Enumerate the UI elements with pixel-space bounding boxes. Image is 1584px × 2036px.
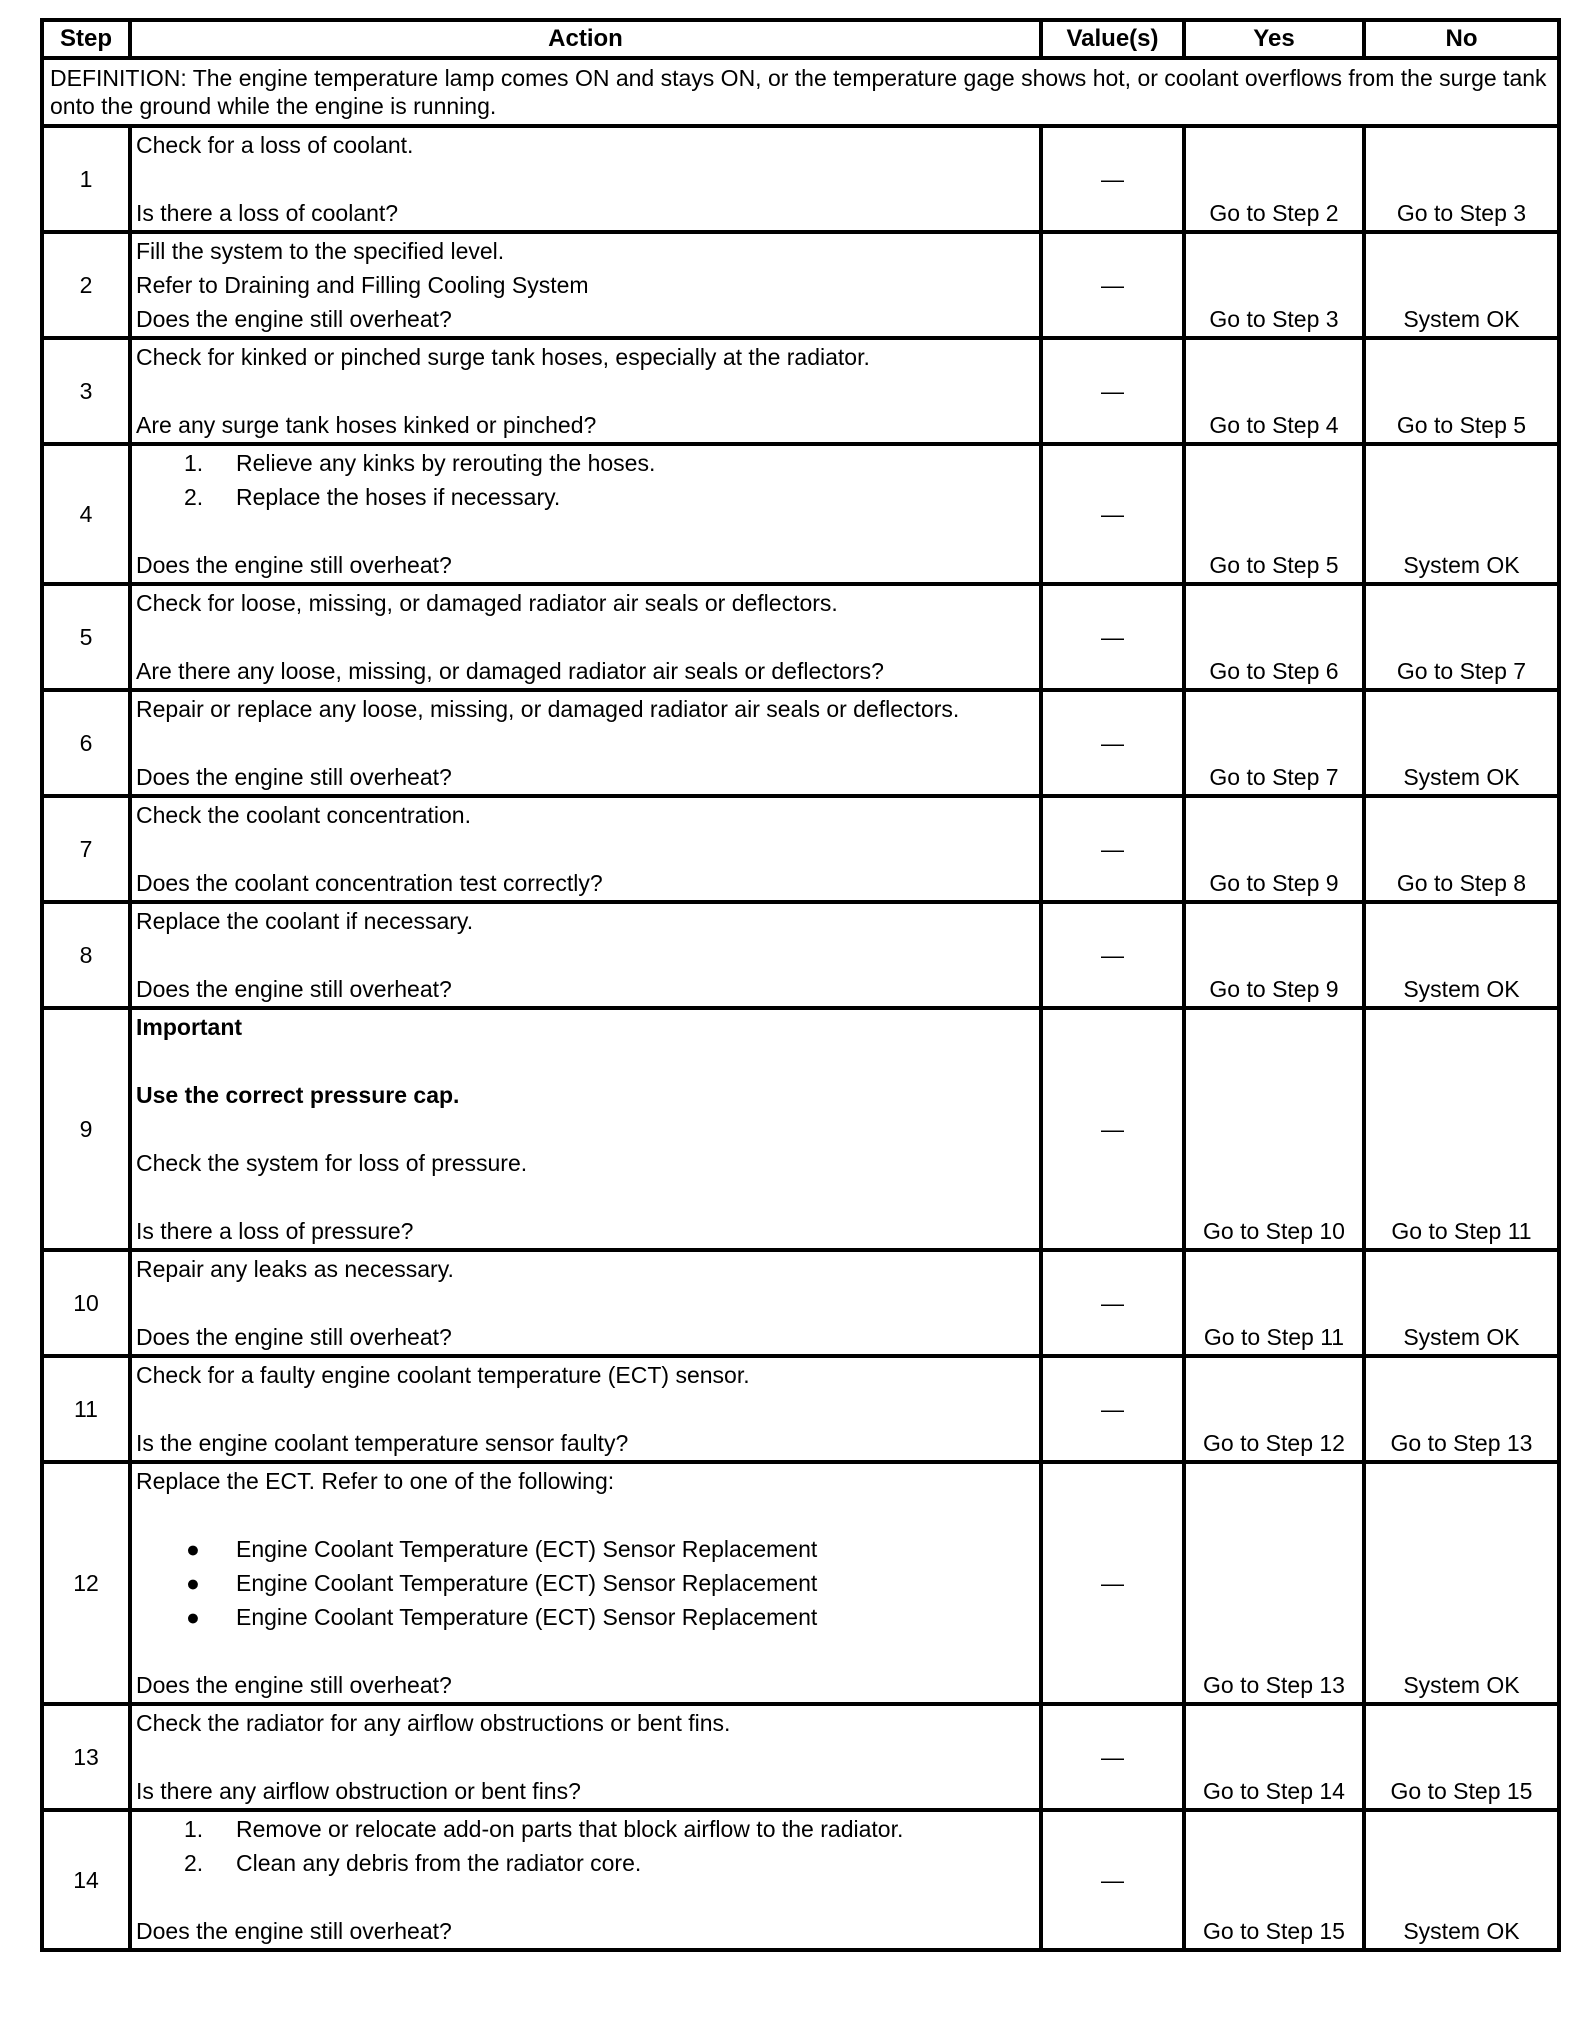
value-cell: —	[1041, 1810, 1184, 1950]
action-cell	[130, 1250, 1041, 1356]
header-row	[42, 20, 1559, 58]
yes-result: Go to Step 11	[1184, 1250, 1364, 1356]
value-cell: —	[1041, 1250, 1184, 1356]
step-number: 1	[42, 126, 130, 232]
step-number: 14	[42, 1810, 130, 1950]
step-row	[42, 796, 1559, 902]
no-result: Go to Step 11	[1364, 1008, 1559, 1250]
action-cell	[130, 1704, 1041, 1810]
blank-line	[136, 1880, 1033, 1914]
no-result: System OK	[1364, 232, 1559, 338]
link-text: Engine Coolant Temperature (ECT) Sensor Replacement	[236, 1536, 818, 1562]
step-row	[42, 1008, 1559, 1250]
no-result: Go to Step 13	[1364, 1356, 1559, 1462]
action-text: Check the radiator for any airflow obstructions or bent fins.	[136, 1710, 731, 1736]
item-text: Remove or relocate add-on parts that block airflow to the radiator.	[236, 1816, 904, 1842]
numbered-item	[136, 480, 1033, 514]
action-text: Replace the coolant if necessary.	[136, 908, 474, 934]
action-text: Check for loose, missing, or damaged radiator air seals or deflectors.	[136, 590, 838, 616]
numbered-item	[136, 1812, 1033, 1846]
action-text: Are there any loose, missing, or damaged radiator air seals or deflectors?	[136, 658, 884, 684]
blank-line	[136, 1634, 1033, 1668]
item-text: Relieve any kinks by rerouting the hoses.	[236, 450, 656, 476]
step-row	[42, 1250, 1559, 1356]
action-cell	[130, 902, 1041, 1008]
action-cell	[130, 1356, 1041, 1462]
definition-text: DEFINITION: The engine temperature lamp comes ON and stays ON, or the temperature gage shows hot, or coolant overflows from the surge tank onto the ground while the engine is running.	[42, 58, 1559, 126]
action-cell	[130, 444, 1041, 584]
no-result: Go to Step 8	[1364, 796, 1559, 902]
blank-line	[136, 938, 1033, 972]
action-text: Check for kinked or pinched surge tank hoses, especially at the radiator.	[136, 344, 870, 370]
item-number: 2.	[184, 484, 204, 510]
item-text: Clean any debris from the radiator core.	[236, 1850, 642, 1876]
yes-result: Go to Step 12	[1184, 1356, 1364, 1462]
numbered-item	[136, 1846, 1033, 1880]
value-cell: —	[1041, 902, 1184, 1008]
action-cell	[130, 232, 1041, 338]
bullet-item	[136, 1600, 1033, 1634]
action-text: Does the engine still overheat?	[136, 764, 452, 790]
action-cell	[130, 690, 1041, 796]
action-cell	[130, 796, 1041, 902]
blank-line	[136, 726, 1033, 760]
step-number: 4	[42, 444, 130, 584]
header-values: Value(s)	[1041, 20, 1184, 58]
action-text: Is there a loss of coolant?	[136, 200, 399, 226]
action-text: Does the engine still overheat?	[136, 552, 452, 578]
no-result: Go to Step 5	[1364, 338, 1559, 444]
action-text: Are any surge tank hoses kinked or pinched?	[136, 412, 597, 438]
blank-line	[136, 1740, 1033, 1774]
yes-result: Go to Step 6	[1184, 584, 1364, 690]
yes-result: Go to Step 13	[1184, 1462, 1364, 1704]
no-result: Go to Step 15	[1364, 1704, 1559, 1810]
value-cell: —	[1041, 690, 1184, 796]
bullet-icon: ●	[186, 1570, 200, 1596]
step-number: 8	[42, 902, 130, 1008]
action-text: Does the engine still overheat?	[136, 306, 452, 332]
action-text: Check for a loss of coolant.	[136, 132, 414, 158]
important-text: Use the correct pressure cap.	[136, 1082, 460, 1108]
action-text: Does the coolant concentration test correctly?	[136, 870, 603, 896]
action-cell	[130, 1810, 1041, 1950]
value-cell: —	[1041, 584, 1184, 690]
item-number: 1.	[184, 450, 204, 476]
item-number: 2.	[184, 1850, 204, 1876]
step-number: 11	[42, 1356, 130, 1462]
action-text: Does the engine still overheat?	[136, 1918, 452, 1944]
no-result: System OK	[1364, 1810, 1559, 1950]
action-text: Is the engine coolant temperature sensor faulty?	[136, 1430, 629, 1456]
step-row	[42, 690, 1559, 796]
yes-result: Go to Step 5	[1184, 444, 1364, 584]
value-cell: —	[1041, 1356, 1184, 1462]
action-cell	[130, 584, 1041, 690]
step-row	[42, 338, 1559, 444]
no-result: System OK	[1364, 1250, 1559, 1356]
blank-line	[136, 1392, 1033, 1426]
step-row	[42, 1810, 1559, 1950]
step-row	[42, 444, 1559, 584]
action-text: Does the engine still overheat?	[136, 1324, 452, 1350]
action-text: Repair or replace any loose, missing, or damaged radiator air seals or deflectors.	[136, 696, 960, 722]
action-text: Is there a loss of pressure?	[136, 1218, 414, 1244]
bullet-icon: ●	[186, 1604, 200, 1630]
value-cell: —	[1041, 796, 1184, 902]
blank-line	[136, 514, 1033, 548]
step-number: 3	[42, 338, 130, 444]
action-text: Does the engine still overheat?	[136, 976, 452, 1002]
blank-line	[136, 1112, 1033, 1146]
step-row	[42, 126, 1559, 232]
yes-result: Go to Step 9	[1184, 796, 1364, 902]
no-result: System OK	[1364, 1462, 1559, 1704]
step-number: 12	[42, 1462, 130, 1704]
bullet-icon: ●	[186, 1536, 200, 1562]
yes-result: Go to Step 7	[1184, 690, 1364, 796]
action-cell	[130, 1462, 1041, 1704]
value-cell: —	[1041, 1462, 1184, 1704]
header-step: Step	[42, 20, 130, 58]
blank-line	[136, 162, 1033, 196]
value-cell: —	[1041, 232, 1184, 338]
action-text: Refer to Draining and Filling Cooling System	[136, 272, 589, 298]
no-result: System OK	[1364, 690, 1559, 796]
yes-result: Go to Step 14	[1184, 1704, 1364, 1810]
step-row	[42, 584, 1559, 690]
item-number: 1.	[184, 1816, 204, 1842]
important-text: Important	[136, 1014, 243, 1040]
step-number: 10	[42, 1250, 130, 1356]
action-text: Is there any airflow obstruction or bent fins?	[136, 1778, 581, 1804]
action-text: Check the coolant concentration.	[136, 802, 471, 828]
header-yes: Yes	[1184, 20, 1364, 58]
action-text: Repair any leaks as necessary.	[136, 1256, 454, 1282]
action-cell	[130, 126, 1041, 232]
link-text: Engine Coolant Temperature (ECT) Sensor Replacement	[236, 1604, 818, 1630]
step-row	[42, 902, 1559, 1008]
item-text: Replace the hoses if necessary.	[236, 484, 561, 510]
diagnostic-document	[40, 18, 1557, 1952]
action-cell	[130, 1008, 1041, 1250]
action-text: Check for a faulty engine coolant temperature (ECT) sensor.	[136, 1362, 750, 1388]
yes-result: Go to Step 10	[1184, 1008, 1364, 1250]
step-number: 5	[42, 584, 130, 690]
header-action: Action	[130, 20, 1041, 58]
step-row	[42, 1704, 1559, 1810]
step-row	[42, 232, 1559, 338]
definition-row	[42, 58, 1559, 126]
value-cell: —	[1041, 338, 1184, 444]
blank-line	[136, 374, 1033, 408]
value-cell: —	[1041, 444, 1184, 584]
action-text: Does the engine still overheat?	[136, 1672, 452, 1698]
action-text: Fill the system to the specified level.	[136, 238, 505, 264]
no-result: System OK	[1364, 902, 1559, 1008]
step-number: 9	[42, 1008, 130, 1250]
step-number: 2	[42, 232, 130, 338]
step-row	[42, 1462, 1559, 1704]
action-text: Replace the ECT. Refer to one of the following:	[136, 1468, 615, 1494]
no-result: System OK	[1364, 444, 1559, 584]
step-row	[42, 1356, 1559, 1462]
numbered-item	[136, 446, 1033, 480]
value-cell: —	[1041, 1704, 1184, 1810]
blank-line	[136, 1286, 1033, 1320]
step-number: 13	[42, 1704, 130, 1810]
bullet-item	[136, 1566, 1033, 1600]
action-cell	[130, 338, 1041, 444]
yes-result: Go to Step 9	[1184, 902, 1364, 1008]
blank-line	[136, 832, 1033, 866]
value-cell: —	[1041, 126, 1184, 232]
yes-result: Go to Step 4	[1184, 338, 1364, 444]
action-text: Check the system for loss of pressure.	[136, 1150, 528, 1176]
yes-result: Go to Step 3	[1184, 232, 1364, 338]
blank-line	[136, 620, 1033, 654]
yes-result: Go to Step 2	[1184, 126, 1364, 232]
header-no: No	[1364, 20, 1559, 58]
step-number: 7	[42, 796, 130, 902]
blank-line	[136, 1044, 1033, 1078]
yes-result: Go to Step 15	[1184, 1810, 1364, 1950]
blank-line	[136, 1498, 1033, 1532]
link-text: Engine Coolant Temperature (ECT) Sensor Replacement	[236, 1570, 818, 1596]
bullet-item	[136, 1532, 1033, 1566]
no-result: Go to Step 7	[1364, 584, 1559, 690]
blank-line	[136, 1180, 1033, 1214]
step-number: 6	[42, 690, 130, 796]
no-result: Go to Step 3	[1364, 126, 1559, 232]
diagnostic-table	[40, 18, 1561, 1952]
value-cell: —	[1041, 1008, 1184, 1250]
